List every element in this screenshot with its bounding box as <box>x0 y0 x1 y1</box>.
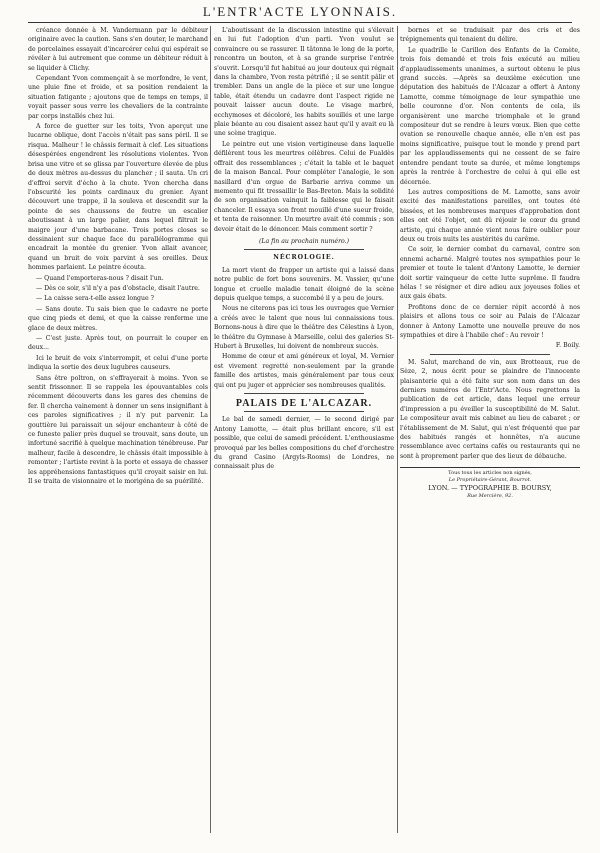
dialogue-line: — Quand l'emporteras-nous ? disait l'un. <box>36 274 164 282</box>
imprint-address: Rue Mercière, 92. <box>467 493 513 500</box>
paragraph: bornes et se traduisait par des cris et des trépignements qui tenaient du délire. <box>400 27 580 44</box>
section-separator <box>244 411 364 412</box>
column-left <box>28 26 208 833</box>
paragraph: Ici le bruit de voix s'interrompit, et celui d'une porte indiqua la sortie des deux lugubres causeurs. <box>28 354 208 372</box>
section-separator <box>244 393 364 394</box>
section-separator <box>430 354 550 355</box>
page-masthead: L'ENTR'ACTE LYONNAIS. <box>202 4 398 19</box>
paragraph: Homme de cœur et ami généreux et loyal, M. Vernier est vivement regretté non-seulement par la grande famille des artistes, mais généralement par tous ceux qui ont pu juger et apprécier ses nombreuses qualités. <box>214 353 394 389</box>
paragraph: Le peintre eut une vision vertigineuse dans laquelle défilèrent tous les meurtres célèbres. Celui de Fualdès offrait des ressemblances ; c'était la table et le baquet de la maison Bancal. Pour compléter l'analogie, le son nasillard d'un orgue de Barbarie arriva comme un memento qui fit tressaillir le Bas-Breton. Mais la solidité de son organisation vainquit la faiblesse qui le faisait chanceler. Il essaya son front mouillé d'une sueur froide, et tenta de raisonner. Un meurtre avait été commis ; son devoir était de le dénoncer. Mais comment sortir ? <box>214 140 394 233</box>
column-divider <box>210 26 211 833</box>
paragraph: La mort vient de frapper un artiste qui a laissé dans notre public de fort bons souvenirs. M. Vassier, qu'une longue et cruelle maladie tenait éloigné de la scène depuis quelque temps, a succombé il y a peu de jours. <box>214 266 394 302</box>
imprint-block <box>400 467 580 500</box>
imprint-printer: LYON. — TYPOGRAPHIE B. BOURSY, <box>428 484 552 493</box>
dialogue-line: — La caisse sera-t-elle assez longue ? <box>36 295 154 303</box>
masthead-rule <box>28 22 572 23</box>
paragraph: Profitons donc de ce dernier répit accordé à nos plaisirs et allons tous ce soir au Palais de l'Alcazar donner à Antony Lamotte une nouvelle preuve de nos sympathies et dire à l'habile chef : Au revoir ! <box>400 303 580 339</box>
paragraph: créance donnée à M. Vandermann par le débiteur originaire avec la caution. Sans s'en douter, le marchand de porcelaines essayait d'incarcérer celui qui espérait se révéler à lui autrement que comme un débiteur réduit à se liquider à Clichy. <box>28 27 208 72</box>
section-heading-necrologie: NÉCROLOGIE. <box>273 254 335 262</box>
paragraph: Ce soir, le dernier combat du carnaval, contre son ennemi acharné. Malgré toutes nos sympathies pour le premier et toute le talent d'Antony Lamotte, le dernier doit sortir vainqueur de cette lutte suprême. Il faudra hélas ! se résigner et dire adieu aux joyeuses folies et aux gais ébats. <box>400 246 580 301</box>
section-separator <box>244 249 364 250</box>
column-divider <box>397 26 398 833</box>
signature: F. Boily. <box>555 342 580 350</box>
paragraph: Nous ne citerons pas ici tous les ouvrages que Vernier a créés avec le talent que nous lui connaissions tous. Bornons-nous à dire que le théâtre des Célestins à Lyon, le théâtre du Gymnase à Marseille, celui des galeries St-Hubert à Bruxelles, lui doivent de nombreux succès. <box>214 305 394 350</box>
paragraph: Le quadrille le Carillon des Enfants de la Comète, trois fois demandé et trois fois exécuté au milieu d'applaudissements unanimes, a surtout obtenu le plus grand succès. —Après sa deuxième exécution une députation des habitués de l'Alcazar a offert à Antony Lamotte, comme témoignage de leur sympathie une belle couronne d'or. Non contents de cela, ils organisèrent une marche triomphale et le grand compositeur dut se rendre à leurs vœux. Bien que cette ovation se renouvelle chaque année, elle n'en est pas moins significative, puisque tout le monde y prend part par les applaudissements qui ne cessent de se faire entendre pendant toute sa durée, et même longtemps après la rentrée à l'orchestre de celui à qui elle est décernée. <box>400 46 580 186</box>
dialogue-line: — Sans doute. Tu sais bien que le cadavre ne porte que cinq pieds et demi, et que la caisse renferme une glace de deux mètres. <box>28 305 208 332</box>
paragraph: A force de guetter sur les toits, Yvon aperçut une lucarne oblique, dont l'accès n'était pas sans péril. Il se risqua. Malheur ! le châssis fermait à clef. Les situations désespérées engendrent les résolutions violentes. Yvon brisa une vitre et se glissa par l'ouverture élevée de plus de deux mètres au-dessus du plancher ; il sauta. Un cri d'effroi servit d'écho à la chute. Yvon chercha dans l'obscurité les points cardinaux du grenier. Ayant découvert une trappe, il la souleva et descendit sur la pointe de ses chaussons de feutre un escalier aboutissant à un large palier, dans lequel filtrait le maigre jour d'une barbacane. Trois portes closes se dessinaient sur chaque face du parallélogramme qui encadrait la montée du grenier. Yvon allait avancer, quand un bruit de voix parvint à ses oreilles. Deux hommes parlaient. Le peintre écouta. <box>28 123 208 272</box>
paragraph: M. Salut, marchand de vin, aux Brotteaux, rue de Sèze, 2, nous écrit pour se plaindre de l'innocente plaisanterie qui a été faite sur son nom dans un des derniers numéros de l'Entr'Acte. Nous regrettons la publication de cet article, dans lequel une erreur d'impression a pu éveiller la susceptibilité de M. Salut. Le compositeur avait mis cabinet au lieu de cabaret ; or l'établissement de M. Salut, qui n'est fréquenté que par des habitués rangés et honnêtes, n'a aucune ressemblance avec certains cafés ou restaurants qui ne sont à proprement parler que des lieux de débauche. <box>400 358 580 460</box>
imprint-note: Tous tous les articles non signés, <box>448 470 532 477</box>
column-right <box>400 26 580 833</box>
to-be-continued-note: (La fin au prochain numéro.) <box>258 237 350 245</box>
paragraph: L'aboutissant de la discussion intestine qui s'élevait en lui fut l'adoption d'un parti. Yvon voulut se convaincre ou se rassurer. Il tâtonna le long de la porte, rencontra un bouton, et à sa grande surprise l'entrée s'ouvrit. Lorsqu'il fut habitué au jour douteux qui régnait dans la chambre, Yvon resta pétrifié ; il se sentit pâlir et trembler. Dans un angle de la pièce et sur une longue table, était étendu un cadavre dont l'aspect rigide ne pouvait laisser aucun doute. Le visage marbré, ecchymoses et décoloré, les habits souillés et une large plaie béante au cou disaient assez haut qu'il y avait eu là une scène tragique. <box>214 27 394 138</box>
imprint-gerant: Le Propriétaire-Gérant, Bourrot. <box>448 477 532 484</box>
paragraph: Sans être poltron, on s'effrayerait à moins. Yvon se sentit frissonner. Il se rappela les épouvantables cols récemment découverts dans les gares des chemins de fer. Il chercha vainement à donner un sens insignifiant à ces paroles significatives ; il n'y put parvenir. La gouttière lui paraissait un séjour enchanteur à côté de ce funeste palier près duquel se trouvait, sans doute, un infortuné sacrifié à quelque machination ténébreuse. Par malheur, facile à descendre, le châssis était impossible à remonter ; l'artiste revint à la porte et essaya de chasser les appréhensions fantastiques qu'il croyait saisir en lui. Il se traita de visionnaire et le morigéna de sa puérilité. <box>28 374 208 486</box>
section-heading-alcazar: PALAIS DE L'ALCAZAR. <box>235 398 373 410</box>
dialogue-line: — C'est juste. Après tout, on pourrait le couper en deux... <box>28 335 208 352</box>
column-middle <box>214 26 394 833</box>
paragraph: Les autres compositions de M. Lamotte, sans avoir excité des manifestations pareilles, ont toutes été bissées, et les nombreuses marques d'approbation dont elles ont été l'objet, ont dû réjouir le cœur du grand artiste, qui chaque année vient nous faire oublier pour deux ou trois nuits les austérités du carême. <box>400 188 580 243</box>
dialogue-line: — Dès ce soir, s'il n'y a pas d'obstacle, disait l'autre. <box>36 284 200 292</box>
paragraph: Cependant Yvon commençait à se morfondre, le vent, une pluie fine et froide, et sa position rendaient la situation fatigante ; ajoutons que de temps en temps, il voyait passer sous verre les chevaliers de la contrainte par corps installés chez lui. <box>28 75 208 120</box>
paragraph: Le bal de samedi dernier, — le second dirigé par Antony Lamotte, — était plus brillant encore, s'il est possible, que celui de samedi précédent. L'enthousiasme provoqué par les belles compositions du chef d'orchestre du grand Casino (Argyls-Rooms) de Londres, ne connaissait plus de <box>214 416 394 471</box>
